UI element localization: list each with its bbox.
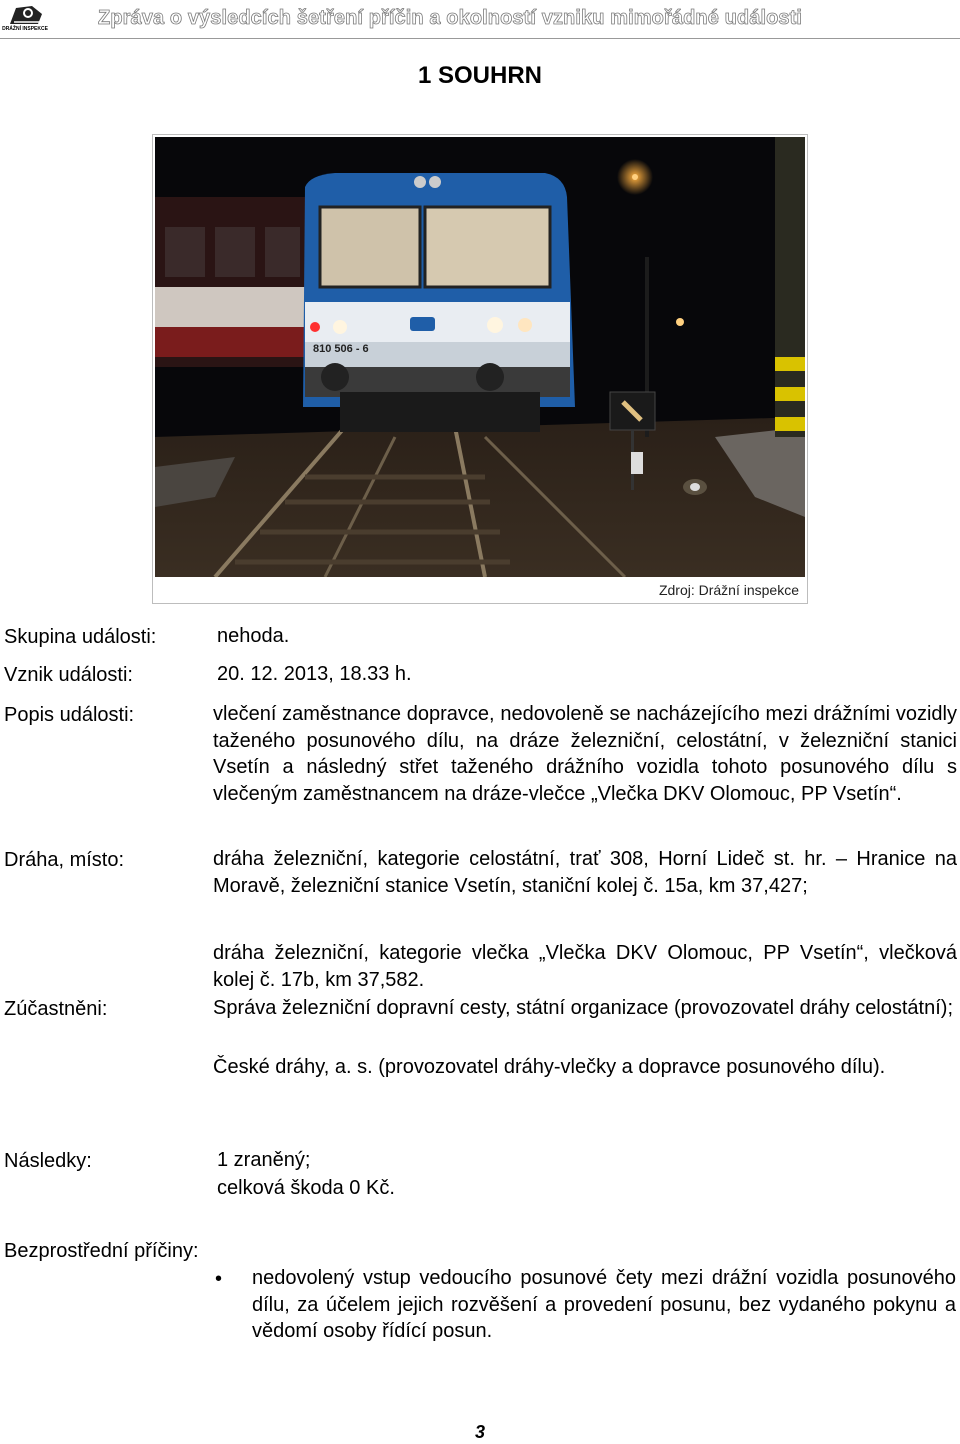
causes-label: Bezprostřední příčiny: <box>4 1240 199 1262</box>
description-label: Popis události: <box>4 704 135 726</box>
locomotive-number: 810 506 - 6 <box>313 343 369 355</box>
causes-bullet: • <box>215 1268 223 1290</box>
consequences-value-2: celková škoda 0 Kč. <box>217 1177 395 1199</box>
photo-source: Zdroj: Drážní inspekce <box>658 582 799 598</box>
consequences-value-1: 1 zraněný; <box>217 1149 311 1171</box>
origin-label: Vznik události: <box>4 664 133 686</box>
group-label: Skupina události: <box>4 626 157 648</box>
logo-text: DRÁŽNÍ INSPEKCE <box>2 26 48 32</box>
page-number: 3 <box>474 1422 485 1442</box>
train-night-photo <box>155 137 805 577</box>
section-title: 1 SOUHRN <box>417 62 543 89</box>
location-value-2: dráha železniční, kategorie vlečka „Vlečka DKV Olomouc, PP Vsetín“, vlečková kolej č. 17b, km 37,582. <box>213 942 957 991</box>
causes-item: nedovolený vstup vedoucího posunové čety mezi drážní vozidla posunového dílu, za účelem jejich rozvěšení a provedení posunu, bez vydaného pokynu a vědomí osoby řídící posun. <box>252 1267 956 1342</box>
drazni-inspekce-logo <box>2 2 48 36</box>
participants-value-2: České dráhy, a. s. (provozovatel dráhy-vlečky a dopravce posunového dílu). <box>213 1056 886 1078</box>
location-value-1: dráha železniční, kategorie celostátní, trať 308, Horní Lideč st. hr. – Hranice na Moravě, železniční stanice Vsetín, staniční kolej č. 15a, km 37,427; <box>213 848 957 897</box>
report-title: Zpráva o výsledcích šetření příčin a okolností vzniku mimořádné události <box>98 7 803 29</box>
header-divider <box>0 38 960 39</box>
participants-label: Zúčastněni: <box>4 998 108 1020</box>
description-value: vlečení zaměstnance dopravce, nedovoleně se nacházejícího mezi drážními vozidly taženého posunového dílu, na dráze železniční, celostátní, v železniční stanici Vsetín a následný střet taženého drážního vozidla tohoto posunového dílu s vlečeným zaměstnancem na dráze-vlečce „Vlečka DKV Olomouc, PP Vsetín“. <box>213 703 957 805</box>
location-label: Dráha, místo: <box>4 849 125 871</box>
participants-value-1: Správa železniční dopravní cesty, státní organizace (provozovatel dráhy celostátní); <box>213 997 954 1019</box>
photo-frame <box>152 134 808 604</box>
consequences-label: Následky: <box>4 1150 92 1172</box>
page-header <box>0 0 960 40</box>
origin-value: 20. 12. 2013, 18.33 h. <box>217 663 412 685</box>
group-value: nehoda. <box>217 625 290 647</box>
